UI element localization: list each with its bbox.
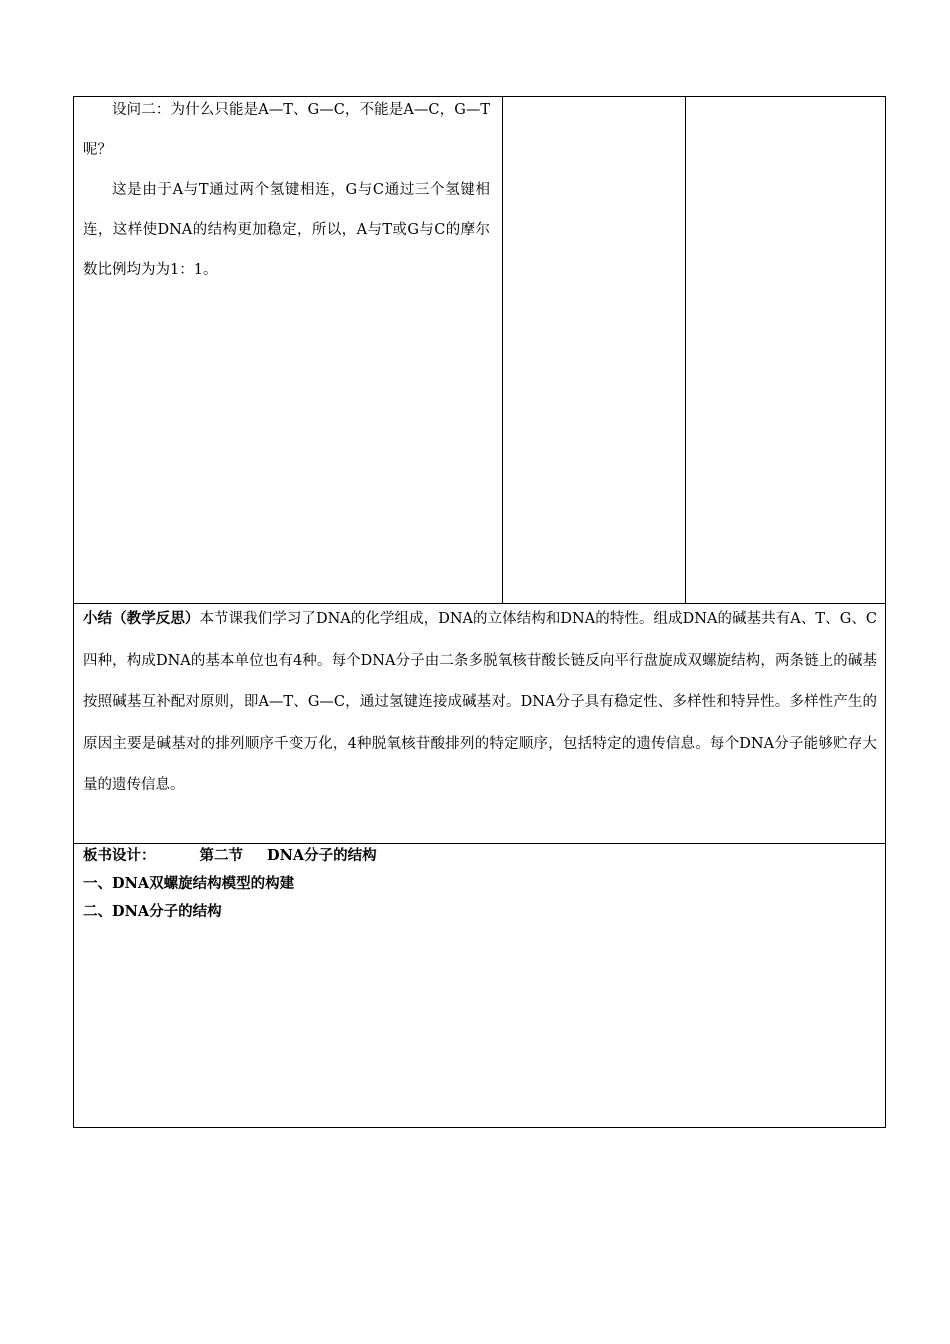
summary-text: 本节课我们学习了DNA的化学组成，DNA的立体结构和DNA的特性。组成DNA的碱基共有A、T、G、C四种，构成DNA的基本单位也有4种。每个DNA分子由二条多脱氧核苷酸长链反向平行盘旋成双螺旋结构，两条链上的碱基按照碱基互补配对原则，即A—T、G—C，通过氢键连接成碱基对。DNA分子具有稳定性、多样性和特异性。多样性产生的原因主要是碱基对的排列顺序千变万化，4种脱氧核苷酸排列的特定顺序，包括特定的遗传信息。每个DNA分子能够贮存大量的遗传信息。: [83, 611, 877, 793]
board-item-2: 二、DNA分子的结构: [83, 903, 222, 920]
summary-cell: [83, 598, 877, 807]
board-section: 第二节: [199, 847, 243, 864]
board-label: 板书设计：: [83, 847, 156, 864]
board-design-cell: [83, 842, 877, 926]
board-heading: [83, 842, 877, 870]
column-divider-2: [685, 96, 686, 603]
question-cell: [83, 90, 490, 290]
board-title: DNA分子的结构: [267, 847, 377, 864]
board-item-1: 一、DNA双螺旋结构模型的构建: [83, 875, 295, 892]
answer-text: 这是由于A与T通过两个氢键相连，G与C通过三个氢键相连，这样使DNA的结构更加稳定，所以，A与T或G与C的摩尔数比例均为为1：1。: [83, 182, 490, 278]
question-text: 设问二：为什么只能是A—T、G—C，不能是A—C，G—T呢？: [83, 102, 490, 158]
summary-label: 小结（教学反思）: [83, 610, 200, 627]
column-divider-1: [502, 96, 503, 603]
